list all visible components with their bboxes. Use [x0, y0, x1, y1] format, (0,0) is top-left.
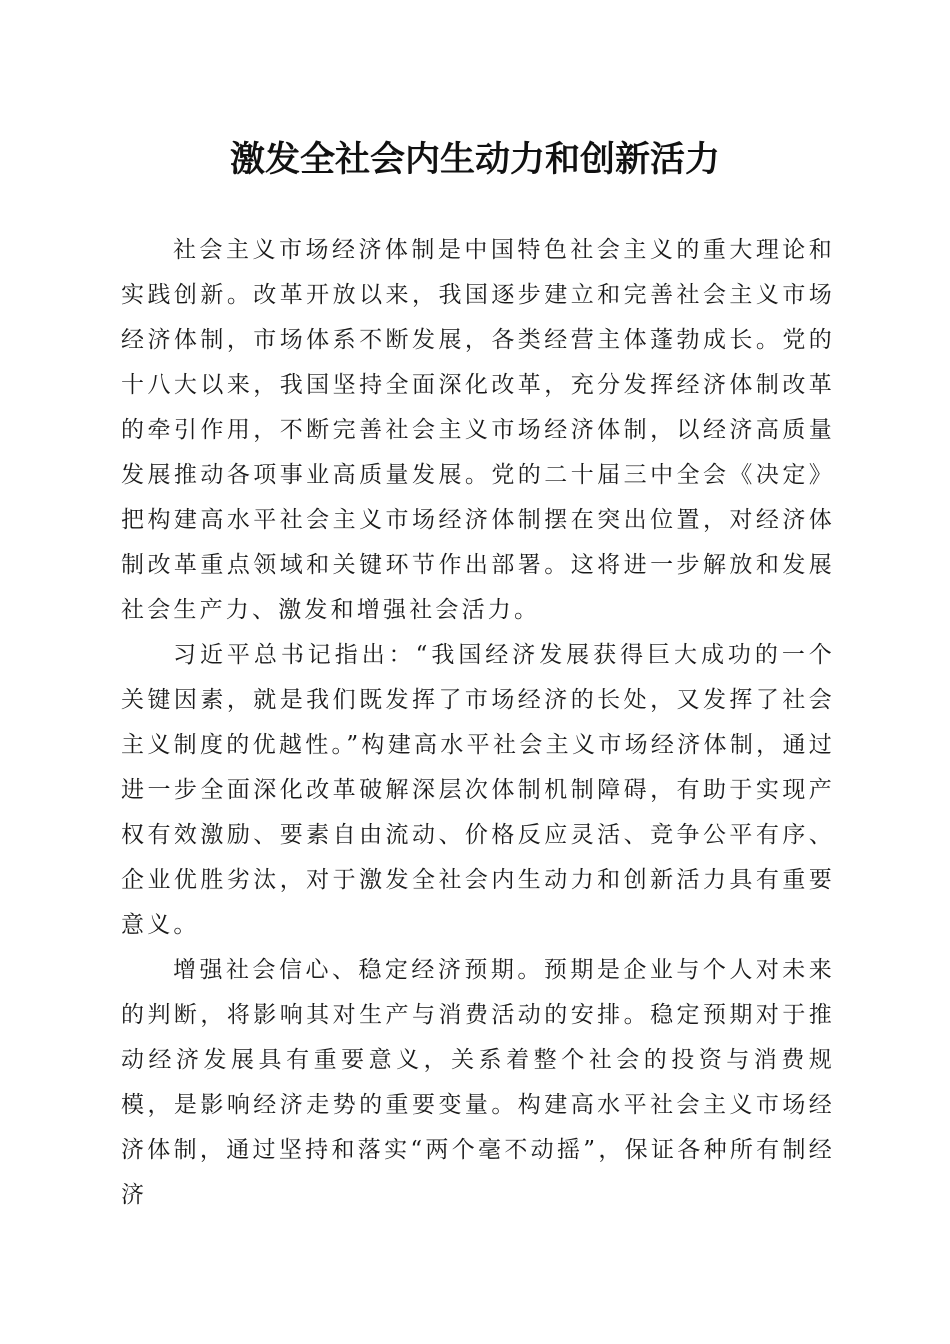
- paragraph-3: 增强社会信心、稳定经济预期。预期是企业与个人对未来的判断，将影响其对生产与消费活动的安排。稳定预期对于推动经济发展具有重要意义，关系着整个社会的投资与消费规模，是影响经济走势的重要变量。构建高水平社会主义市场经济体制，通过坚持和落实“两个毫不动摇”，保证各种所有制经济: [121, 957, 835, 1208]
- document-title: 激发全社会内生动力和创新活力: [229, 139, 720, 180]
- document-body: [121, 228, 835, 1218]
- paragraph-2: 习近平总书记指出：“我国经济发展获得巨大成功的一个关键因素，就是我们既发挥了市场经济的长处，又发挥了社会主义制度的优越性。”构建高水平社会主义市场经济体制，通过进一步全面深化改革破解深层次体制机制障碍，有助于实现产权有效激励、要素自由流动、价格反应灵活、竞争公平有序、企业优胜劣汰，对于激发全社会内生动力和创新活力具有重要意义。: [121, 642, 835, 938]
- paragraph-1: 社会主义市场经济体制是中国特色社会主义的重大理论和实践创新。改革开放以来，我国逐步建立和完善社会主义市场经济体制，市场体系不断发展，各类经营主体蓬勃成长。党的十八大以来，我国坚持全面深化改革，充分发挥经济体制改革的牵引作用，不断完善社会主义市场经济体制，以经济高质量发展推动各项事业高质量发展。党的二十届三中全会《决定》把构建高水平社会主义市场经济体制摆在突出位置，对经济体制改革重点领域和关键环节作出部署。这将进一步解放和发展社会生产力、激发和增强社会活力。: [121, 237, 835, 623]
